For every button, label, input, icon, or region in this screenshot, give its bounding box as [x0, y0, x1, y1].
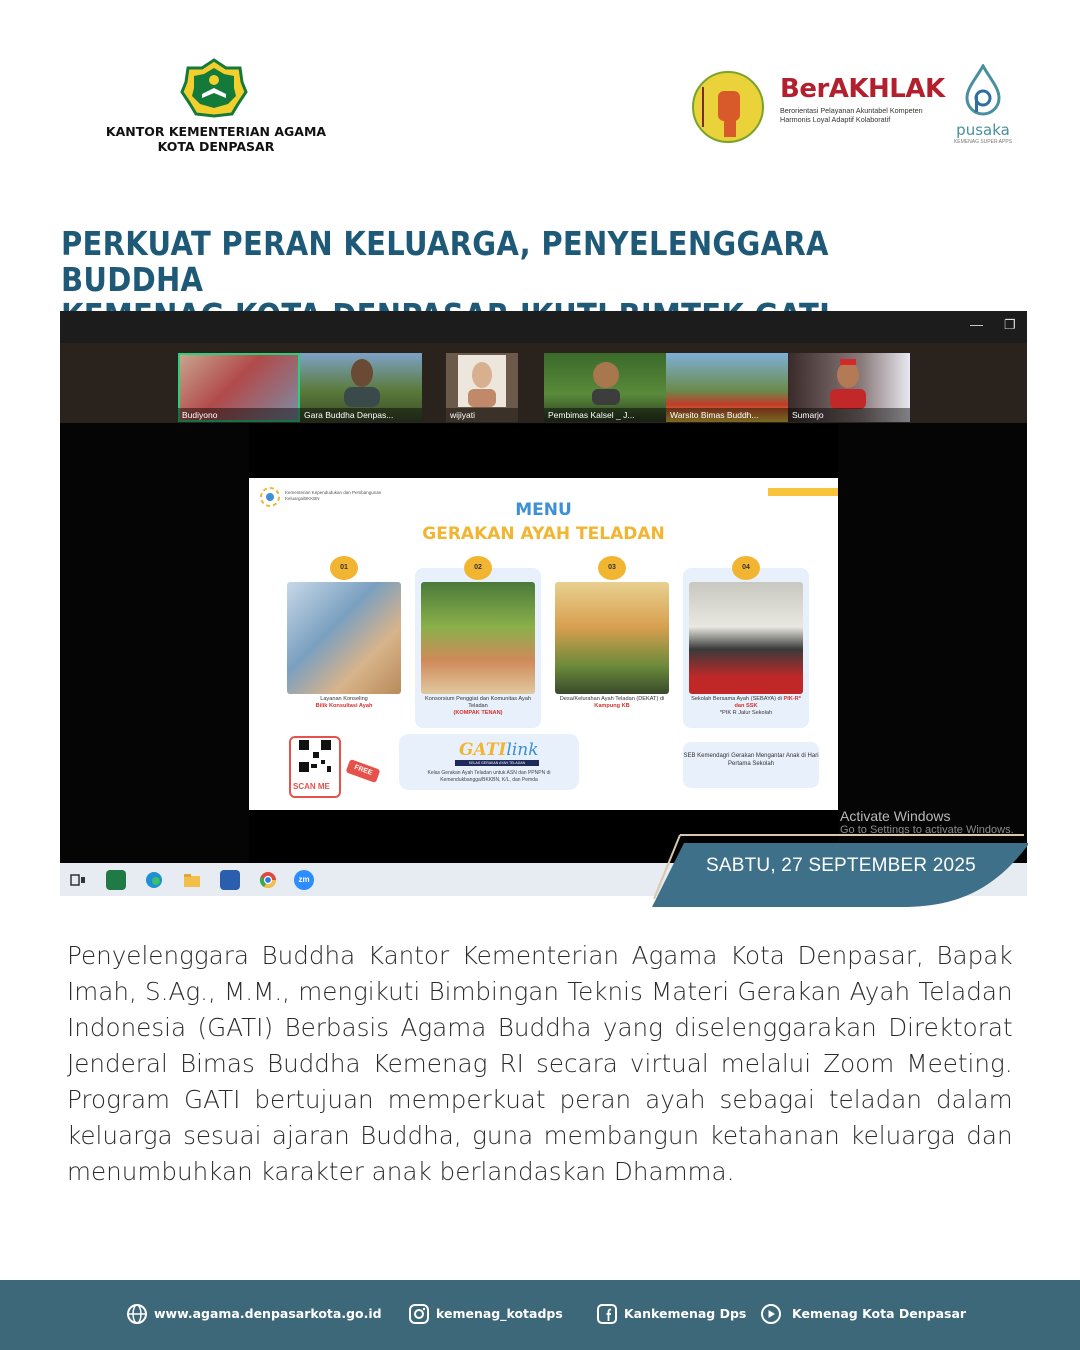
slide-ministry: Kementerian Kependudukan dan Pembangunan Keluarga/BKKBN	[285, 490, 382, 501]
card-number: 02	[464, 556, 492, 580]
participant-name: Budiyono	[178, 408, 300, 422]
gati-logo-word: GATI	[459, 740, 507, 760]
slide-card	[281, 564, 407, 728]
participant-name: Gara Buddha Denpas...	[300, 408, 422, 422]
slide-menu-title: MENU	[515, 500, 572, 520]
youtube-icon	[760, 1303, 784, 1325]
card-note: *PIK R Jalur Sekolah	[719, 710, 773, 716]
participant-tile[interactable]	[788, 353, 910, 422]
scan-me-label: SCAN ME	[293, 782, 330, 791]
participant-name: wijiyati	[446, 408, 518, 422]
slide-card	[683, 564, 809, 728]
org-name	[96, 124, 336, 154]
excel-icon[interactable]	[106, 870, 126, 890]
footer-youtube-text: Kemenag Kota Denpasar	[792, 1306, 967, 1321]
slide-accent-bar	[768, 488, 838, 496]
card-highlight: Kampung KB	[594, 703, 630, 709]
footer-facebook[interactable]	[596, 1303, 766, 1327]
pusaka-tagline: KEMENAG SUPER APPS	[953, 139, 1013, 145]
card-caption: Layanan Konseling	[320, 696, 368, 702]
card-number: 03	[598, 556, 626, 580]
card-caption: Sekolah Bersama Ayah (SEBAYA) di	[691, 696, 782, 702]
card-number: 04	[732, 556, 760, 580]
slide-card	[549, 564, 675, 728]
org-name-line2: KOTA DENPASAR	[157, 139, 275, 154]
free-badge: FREE	[346, 759, 381, 783]
activate-windows-text: Activate Windows	[840, 808, 951, 824]
card-photo	[421, 582, 535, 694]
gati-logo	[459, 740, 539, 760]
berakhlak-logo-icon	[780, 74, 950, 144]
date-label: SABTU, 27 SEPTEMBER 2025	[706, 855, 976, 876]
participant-tile[interactable]	[666, 353, 788, 422]
globe-icon	[126, 1303, 148, 1325]
footer-instagram[interactable]	[408, 1303, 588, 1327]
slide-subtitle: GERAKAN AYAH TELADAN	[422, 524, 665, 544]
footer-website-text: www.agama.denpasarkota.go.id	[154, 1306, 382, 1321]
footer-instagram-text: kemenag_kotadps	[436, 1306, 563, 1321]
participant-name: Sumarjo	[788, 408, 910, 422]
zoom-icon[interactable]: zm	[294, 870, 314, 890]
participant-name: Pembimas Kalsel _ J...	[544, 408, 666, 422]
gati-logo-suffix: link	[506, 740, 539, 760]
berakhlak-tagline-2: Harmonis Loyal Adaptif Kolaboratif	[780, 115, 891, 124]
seb-box: SEB Kemendagri Gerakan Mengantar Anak di Hari Pertama Sekolah	[683, 742, 819, 788]
pusaka-logo-icon	[948, 64, 1018, 146]
card-photo	[287, 582, 401, 694]
card-highlight: PIK-R* dan SSK	[734, 696, 801, 709]
window-titlebar	[60, 311, 1027, 343]
participant-tile[interactable]	[544, 353, 666, 422]
participant-tile[interactable]	[178, 353, 300, 422]
edge-icon[interactable]	[144, 870, 164, 890]
file-explorer-icon[interactable]	[182, 870, 202, 890]
footer-facebook-text: Kankemenag Dps	[624, 1306, 747, 1321]
zoom-screenshot	[60, 311, 1027, 896]
card-highlight: Bilik Konsultasi Ayah	[315, 703, 373, 709]
pusaka-word: pusaka	[956, 121, 1010, 139]
shared-slide	[249, 478, 838, 810]
activate-windows-hint: Go to Settings to activate Windows.	[840, 824, 1014, 836]
word-icon[interactable]	[220, 870, 240, 890]
footer-website[interactable]	[126, 1303, 396, 1327]
org-name-line1: KANTOR KEMENTERIAN AGAMA	[105, 124, 327, 139]
footer-youtube[interactable]	[760, 1303, 980, 1327]
facebook-icon	[596, 1303, 618, 1325]
gati-description: Kelas Gerakan Ayah Teladan untuk ASN dan PPNPN di Kemendukbangga/BKKBN, K/L, dan Pemda	[427, 770, 551, 783]
minimize-icon[interactable]: —	[970, 317, 983, 332]
card-caption: Konsorsium Penggiat dan Komunitas Ayah Teladan	[425, 696, 531, 709]
kemenag-logo-icon	[180, 58, 248, 118]
participant-gallery	[60, 343, 1027, 423]
card-photo	[689, 582, 803, 694]
task-view-icon[interactable]	[68, 870, 88, 890]
berakhlak-tagline-1: Berorientasi Pelayanan Akuntabel Kompeten	[780, 106, 923, 115]
participant-name: Warsito Bimas Buddh...	[666, 408, 788, 422]
berakhlak-word: BerAKHLAK	[780, 74, 945, 104]
gati-strip	[455, 760, 539, 766]
page-title-line1: PERKUAT PERAN KELUARGA, PENYELENGGARA BUDDHA	[61, 224, 829, 299]
participant-tile[interactable]	[446, 353, 518, 422]
chrome-icon[interactable]	[258, 870, 278, 890]
article-body: Penyelenggara Buddha Kantor Kementerian Agama Kota Denpasar, Bapak Imah, S.Ag., M.M., mengikuti Bimbingan Teknis Materi Gerakan Ayah Teladan Indonesia (GATI) Berbasis Agama Buddha yang diselenggarakan Direktorat Jenderal Bimas Buddha Kemenag RI secara virtual melalui Zoom Meeting. Program GATI bertujuan memperkuat peran ayah sebagai teladan dalam keluarga sesuai ajaran Buddha, guna membangun ketahanan keluarga dan menumbuhkan karakter anak berlandaskan Dhamma.	[67, 941, 1013, 1186]
gati-strip-text: KELAS GERAKAN AYAH TELADAN	[468, 761, 526, 765]
card-photo	[555, 582, 669, 694]
slide-card	[415, 564, 541, 728]
instagram-icon	[408, 1303, 430, 1325]
restore-icon[interactable]: ❐	[1004, 317, 1016, 332]
card-highlight: (KOMPAK TENAN)	[453, 710, 503, 716]
card-caption: Desa/Kelurahan Ayah Teladan (DEKAT) di	[559, 696, 665, 702]
participant-tile[interactable]	[300, 353, 422, 422]
tsa-logo-icon	[692, 71, 764, 143]
card-number: 01	[330, 556, 358, 580]
